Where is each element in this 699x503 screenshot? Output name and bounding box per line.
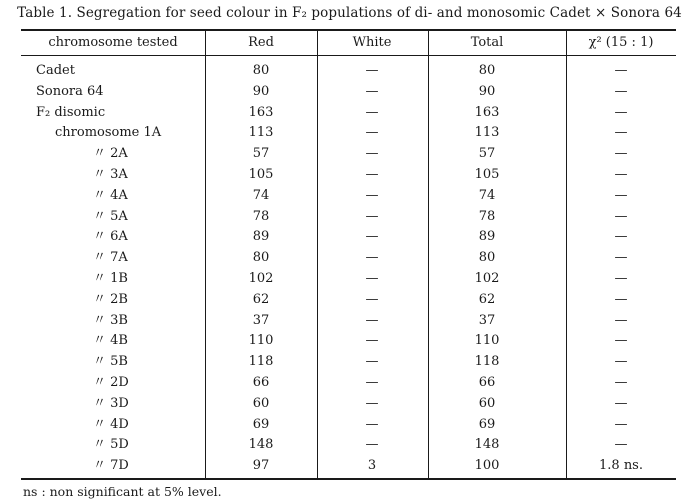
white-value: — (365, 84, 379, 99)
row-label: Sonora 64 (36, 84, 104, 99)
total-value: 80 (478, 250, 496, 265)
chi-square-value: — (614, 63, 628, 78)
total-value: 113 (474, 125, 500, 140)
row-label: 〃 3D (93, 396, 129, 411)
total-value: 102 (474, 271, 500, 286)
chi-square-value: — (614, 209, 628, 224)
total-value: 62 (478, 292, 496, 307)
red-value: 78 (252, 209, 270, 224)
chi-square-value: — (614, 354, 628, 369)
white-value: — (365, 105, 379, 120)
white-value: — (365, 188, 379, 203)
red-value: 62 (252, 292, 270, 307)
total-value: 78 (478, 209, 496, 224)
row-label: 〃 4A (93, 188, 128, 203)
chi-square-value: — (614, 146, 628, 161)
red-value: 118 (248, 354, 274, 369)
row-label: chromosome 1A (55, 125, 162, 140)
white-value: — (365, 396, 379, 411)
row-label: Cadet (36, 63, 75, 78)
chi-square-value: — (614, 313, 628, 328)
white-value: — (365, 125, 379, 140)
white-value: — (365, 250, 379, 265)
chi-square-value: — (614, 333, 628, 348)
white-value: — (365, 375, 379, 390)
white-value: — (365, 209, 379, 224)
row-label: 〃 3A (93, 167, 128, 182)
row-label: F₂ disomic (36, 105, 106, 120)
white-value: — (365, 333, 379, 348)
row-label: 〃 2B (93, 292, 128, 307)
row-label: 〃 2A (93, 146, 128, 161)
column-divider (428, 31, 429, 478)
red-value: 80 (252, 250, 270, 265)
header-chi-square: χ² (15 : 1) (588, 35, 654, 50)
red-value: 66 (252, 375, 270, 390)
white-value: — (365, 146, 379, 161)
red-value: 57 (252, 146, 270, 161)
chi-square-value: — (614, 375, 628, 390)
red-value: 74 (252, 188, 270, 203)
row-label: 〃 4B (93, 333, 128, 348)
total-value: 100 (474, 458, 500, 473)
chi-square-value: — (614, 188, 628, 203)
chi-square-value: — (614, 250, 628, 265)
total-value: 60 (478, 396, 496, 411)
footnote: ns : non significant at 5% level. (23, 484, 222, 499)
total-value: 148 (474, 437, 500, 452)
header-red: Red (248, 35, 274, 50)
chi-square-value: — (614, 229, 628, 244)
red-value: 37 (252, 313, 270, 328)
red-value: 80 (252, 63, 270, 78)
chi-square-value: — (614, 271, 628, 286)
header-rule (21, 55, 676, 56)
header-chromosome: chromosome tested (48, 35, 178, 50)
red-value: 89 (252, 229, 270, 244)
red-value: 105 (248, 167, 274, 182)
header-white: White (352, 35, 392, 50)
red-value: 69 (252, 417, 270, 432)
white-value: — (365, 292, 379, 307)
red-value: 148 (248, 437, 274, 452)
row-label: 〃 5D (93, 437, 129, 452)
table-top-rule (21, 29, 676, 31)
chi-square-value: — (614, 292, 628, 307)
row-label: 〃 4D (93, 417, 129, 432)
table-caption: Table 1. Segregation for seed colour in F₂ populations of di- and monosomic Cadet × Sonora 64 (17, 5, 682, 21)
row-label: 〃 5A (93, 209, 128, 224)
white-value: — (365, 229, 379, 244)
total-value: 118 (474, 354, 500, 369)
white-value: — (365, 354, 379, 369)
chi-square-value: — (614, 437, 628, 452)
white-value: — (365, 313, 379, 328)
row-label: 〃 3B (93, 313, 128, 328)
chi-square-value: — (614, 396, 628, 411)
chi-square-value: — (614, 84, 628, 99)
total-value: 110 (474, 333, 500, 348)
white-value: 3 (367, 458, 377, 473)
red-value: 163 (248, 105, 274, 120)
row-label: 〃 6A (93, 229, 128, 244)
chi-square-value: — (614, 125, 628, 140)
white-value: — (365, 417, 379, 432)
red-value: 102 (248, 271, 274, 286)
white-value: — (365, 63, 379, 78)
total-value: 57 (478, 146, 496, 161)
white-value: — (365, 437, 379, 452)
row-label: 〃 1B (93, 271, 128, 286)
table-bottom-rule (21, 478, 676, 480)
chi-square-value: — (614, 167, 628, 182)
row-label: 〃 2D (93, 375, 129, 390)
total-value: 69 (478, 417, 496, 432)
white-value: — (365, 271, 379, 286)
total-value: 90 (478, 84, 496, 99)
row-label: 〃 7D (93, 458, 129, 473)
column-divider (566, 31, 567, 478)
red-value: 60 (252, 396, 270, 411)
total-value: 37 (478, 313, 496, 328)
chi-square-value: — (614, 105, 628, 120)
total-value: 105 (474, 167, 500, 182)
row-label: 〃 5B (93, 354, 128, 369)
column-divider (205, 31, 206, 478)
total-value: 66 (478, 375, 496, 390)
total-value: 74 (478, 188, 496, 203)
chi-square-value: — (614, 417, 628, 432)
red-value: 110 (248, 333, 274, 348)
chi-square-value: 1.8 ns. (599, 458, 643, 473)
total-value: 163 (474, 105, 500, 120)
row-label: 〃 7A (93, 250, 128, 265)
column-divider (317, 31, 318, 478)
red-value: 90 (252, 84, 270, 99)
header-total: Total (470, 35, 504, 50)
total-value: 80 (478, 63, 496, 78)
red-value: 113 (248, 125, 274, 140)
red-value: 97 (252, 458, 270, 473)
white-value: — (365, 167, 379, 182)
total-value: 89 (478, 229, 496, 244)
